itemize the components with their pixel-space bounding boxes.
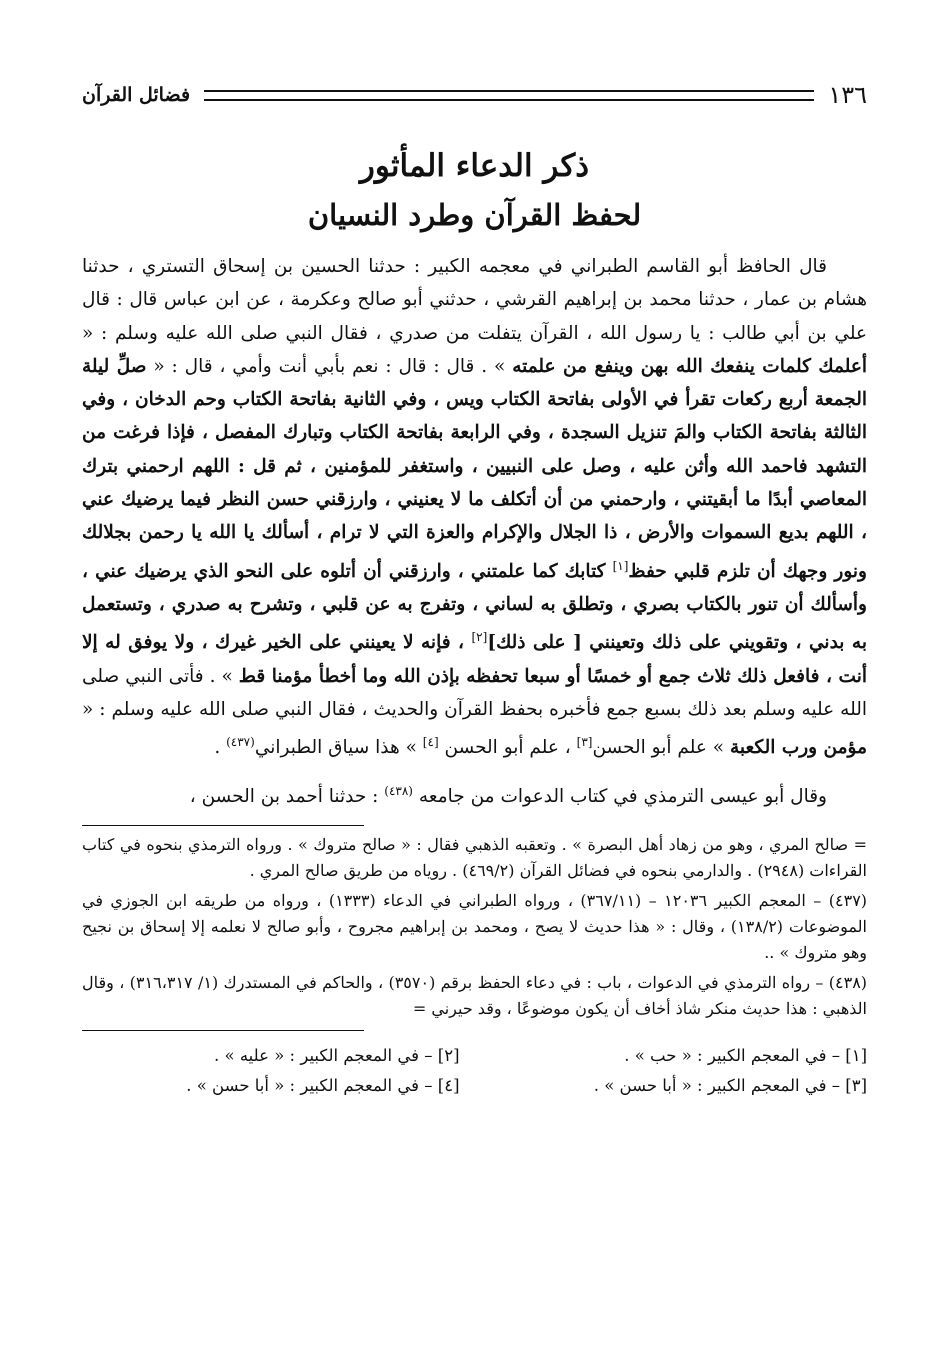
- variant-note-2: [٢] – في المعجم الكبير : « عليه » .: [214, 1046, 460, 1066]
- footnote-ref-437: (٤٣٧): [226, 735, 255, 750]
- hadith-quote: أعلمك كلمات ينفعك الله بهن وينفع من علمته: [512, 355, 867, 377]
- page-number: ١٣٦: [828, 81, 867, 109]
- footnotes: [82, 832, 867, 1022]
- running-header: [82, 78, 867, 112]
- text-run: » . قال : قال : نعم بأبي أنت وأمي ، قال : «: [153, 355, 506, 377]
- chapter-subtitle: لحفظ القرآن وطرد النسيان: [307, 198, 642, 232]
- variant-notes-separator: [82, 1030, 364, 1031]
- footnote-text: = صالح المري ، وهو من زهاد أهل البصرة » . وتعقبه الذهبي فقال : « صالح متروك » . ورواه الترمذي بنحوه في كتاب القراءات (٢٩٤٨) . والدارمي بنحوه في فضائل القرآن (٤٦٩/٢) . روياه من طريق صالح المري .: [82, 835, 867, 881]
- variant-note-ref-1: [١]: [612, 558, 629, 573]
- paragraph-2: [82, 775, 867, 813]
- text-run: ، علم أبو الحسن: [438, 737, 577, 759]
- text-run: قال الحافظ أبو القاسم الطبراني في معجمه الكبير : حدثنا الحسين بن إسحاق التستري ، حدثنا هشام بن عمار ، حدثنا محمد بن إبراهيم القرشي ، حدثني أبو صالح وعكرمة ، عن ابن عباس قال : قال علي بن أبي طالب : يا رسول الله ، القرآن يتفلت من صدري ، فقال النبي صلى الله عليه وسلم : «: [82, 256, 867, 344]
- book-title: فضائل القرآن: [82, 84, 191, 106]
- text-run: » علم أبو الحسن: [592, 737, 725, 759]
- variant-note-ref-4: [٤]: [422, 735, 439, 750]
- footnote-text: – رواه الترمذي في الدعوات ، باب : في دعاء الحفظ برقم (٣٥٧٠) ، والحاكم في المستدرك (١/ ٣١٦،٣١٧) ، وقال الذهبي : هذا حديث منكر شاذ أخاف أن يكون موضوعًا ، وقد حيرني =: [82, 973, 867, 1019]
- header-rule: [204, 90, 814, 101]
- variant-note-4: [٤] – في المعجم الكبير : « أبا حسن » .: [186, 1076, 460, 1096]
- footnote-438: [82, 970, 867, 1022]
- footnote-number: (٤٣٨): [828, 973, 868, 993]
- footnote-continued: [82, 832, 867, 884]
- text-run: : حدثنا أحمد بن الحسن ،: [189, 786, 385, 808]
- hadith-quote: كتابك كما علمتني ، وارزقني أن أتلوه على النحو الذي يرضيك عني ، وأسألك أن تنور بالكتاب بصري ، وتطلق به لساني ، وتفرج به عن قلبي ، وتشرح به صدري ، وتستعمل به بدني ، وتقويني على ذلك وتعينني [ على ذلك]: [82, 560, 867, 654]
- variant-notes: [82, 1041, 867, 1101]
- variant-note-ref-2: [٢]: [471, 630, 488, 645]
- main-text: [82, 250, 867, 813]
- text-run: » . فأتى النبي صلى الله عليه وسلم بعد ذلك بسبع جمع فأخبره بحفظ القرآن والحديث ، فقال النبي صلى الله عليه وسلم : «: [82, 665, 867, 721]
- hadith-quote: مؤمن ورب الكعبة: [729, 737, 867, 759]
- text-run: .: [214, 737, 227, 759]
- variant-note-3: [٣] – في المعجم الكبير : « أبا حسن » .: [593, 1076, 867, 1096]
- footnote-ref-438: (٤٣٨): [384, 783, 413, 798]
- text-run: وقال أبو عيسى الترمذي في كتاب الدعوات من جامعه: [418, 786, 827, 808]
- footnote-separator: [82, 825, 364, 826]
- footnote-437: [82, 888, 867, 966]
- paragraph-1: [82, 250, 867, 765]
- variant-note-1: [١] – في المعجم الكبير : « حب » .: [624, 1046, 867, 1066]
- text-run: » هذا سياق الطبراني: [254, 737, 423, 759]
- chapter-title: ذكر الدعاء المأثور: [359, 148, 590, 184]
- footnote-number: (٤٣٧): [828, 891, 868, 911]
- hadith-quote: ، فإنه لا يعينني على الخير غيرك ، ولا يوفق له إلا أنت ، فافعل ذلك ثلاث جمع أو خمسًا أو سبعا تحفظه بإذن الله وما أخطأ مؤمنا قط: [82, 632, 868, 687]
- hadith-quote: صلِّ ليلة الجمعة أربع ركعات تقرأ في الأولى بفاتحة الكتاب ويس ، وفي الثانية بفاتحة الكتاب وحم الدخان ، وفي الثالثة بفاتحة الكتاب والمَ تنزيل السجدة ، وفي الرابعة بفاتحة الكتاب وتبارك المفصل ، فإذا فرغت من التشهد فاحمد الله وأثن عليه ، وصل على النبيين ، واستغفر للمؤمنين ، ثم قل : اللهم ارحمني بترك المعاصي أبدًا ما أبقيتني ، وارحمني من أن أتكلف ما لا يعنيني ، وارزقني حسن النظر فيما يرضيك عني ، اللهم بديع السموات والأرض ، ذا الجلال والإكرام والعزة التي لا ترام ، أسألك يا الله يا رحمن بجلالك ونور وجهك أن تلزم قلبي حفظ: [82, 355, 867, 582]
- footnote-text: – المعجم الكبير ١٢٠٣٦ – (٣٦٧/١١) ، ورواه الطبراني في الدعاء (١٣٣٣) ، ورواه من طريقه ابن الجوزي في الموضوعات (١٣٨/٢) ، وقال : « هذا حديث لا يصح ، ومحمد بن إبراهيم مجروح ، وأبو صالح لا نعلمه إلا إسحاق بن نجيح وهو متروك » ..: [82, 891, 867, 963]
- variant-note-ref-3: [٣]: [576, 735, 593, 750]
